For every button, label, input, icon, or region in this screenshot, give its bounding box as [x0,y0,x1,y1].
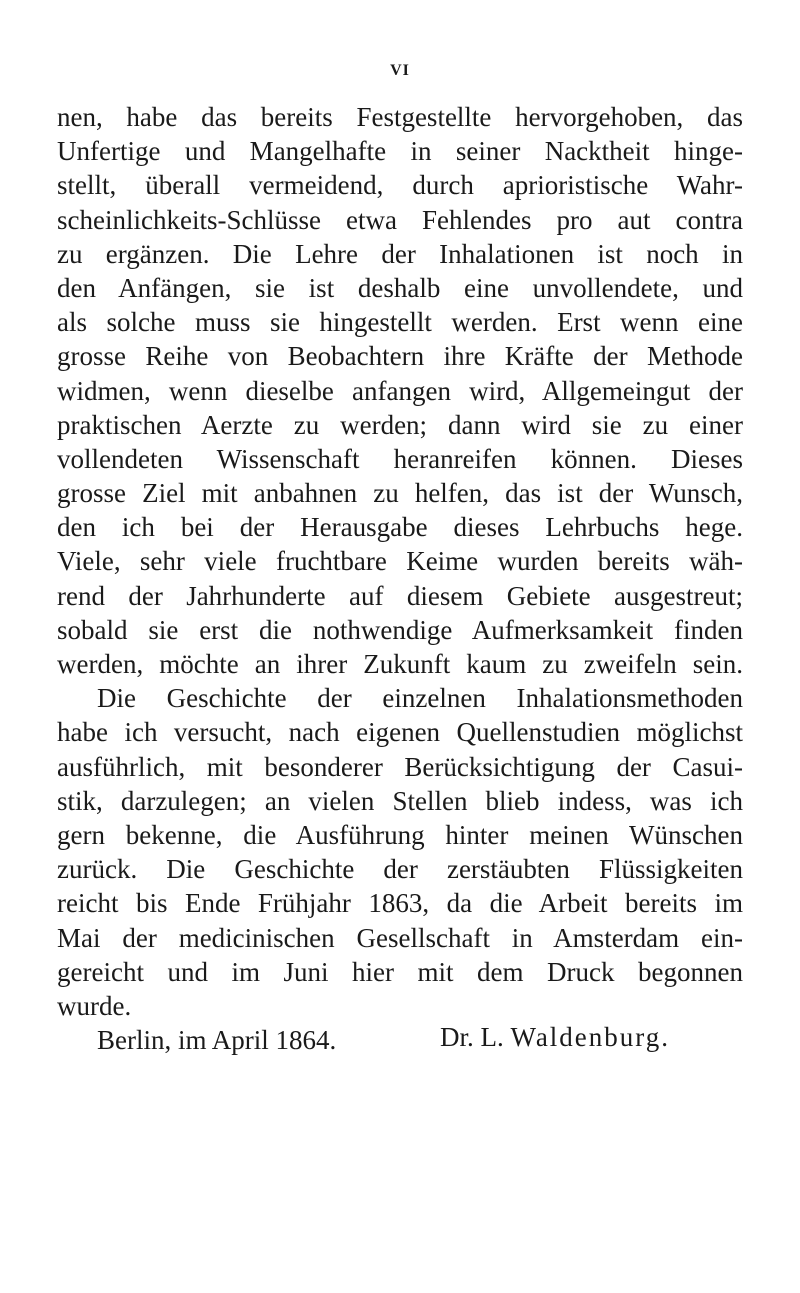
paragraph-2 [57,681,743,1023]
text-line: Unfertige und Mangelhafte in seiner Nacktheit hinge- [57,136,743,167]
text-line: grosse Ziel mit anbahnen zu helfen, das ist der Wunsch, [57,478,743,509]
text-line: praktischen Aerzte zu werden; dann wird sie zu einer [57,409,743,440]
text-line: habe ich versucht, nach eigenen Quellenstudien möglichst [57,717,743,748]
text-line: als solche muss sie hingestellt werden. Erst wenn eine [57,307,743,338]
text-line: reicht bis Ende Frühjahr 1863, da die Arbeit bereits im [57,888,743,919]
text-line: Viele, sehr viele fruchtbare Keime wurden bereits wäh- [57,546,743,577]
text-line: gereicht und im Juni hier mit dem Druck begonnen [57,956,743,987]
text-line: werden, möchte an ihrer Zukunft kaum zu zweifeln sein. [57,649,743,679]
signature-name: Waldenburg. [510,1022,671,1052]
dateline: Berlin, im April 1864. [97,1025,337,1056]
paragraph-1 [57,100,743,681]
signature [440,1022,670,1053]
page-number: VI [390,62,410,79]
text-line: grosse Reihe von Beobachtern ihre Kräfte der Methode [57,341,743,372]
text-line: vollendeten Wissenschaft heranreifen können. Dieses [57,443,743,474]
text-line: Mai der medicinischen Gesellschaft in Amsterdam ein- [57,922,743,953]
text-line: den ich bei der Herausgabe dieses Lehrbuchs hege. [57,512,743,543]
text-line: den Anfängen, sie ist deshalb eine unvollendete, und [57,272,743,303]
text-line: gern bekenne, die Ausführung hinter meinen Wünschen [57,819,743,850]
text-line: stik, darzulegen; an vielen Stellen blieb indess, was ich [57,785,743,816]
text-line: widmen, wenn dieselbe anfangen wird, Allgemeingut der [57,375,743,406]
text-line: nen, habe das bereits Festgestellte hervorgehoben, das [57,102,743,132]
preface-text [57,100,743,1057]
text-line: stellt, überall vermeidend, durch aprioristische Wahr- [57,170,743,201]
text-line: wurde. [57,990,132,1021]
text-line: scheinlichkeits-Schlüsse etwa Fehlendes pro aut contra [57,204,743,235]
signature-prefix: Dr. L. [440,1022,504,1052]
text-line: zu ergänzen. Die Lehre der Inhalationen ist noch in [57,238,743,269]
text-line: rend der Jahrhunderte auf diesem Gebiete ausgestreut; [57,580,743,611]
text-line: zurück. Die Geschichte der zerstäubten Flüssigkeiten [57,854,743,885]
text-line: ausführlich, mit besonderer Berücksichtigung der Casui- [57,751,743,782]
text-line: sobald sie erst die nothwendige Aufmerksamkeit finden [57,614,743,645]
text-line: Die Geschichte der einzelnen Inhalationsmethoden [97,683,743,714]
